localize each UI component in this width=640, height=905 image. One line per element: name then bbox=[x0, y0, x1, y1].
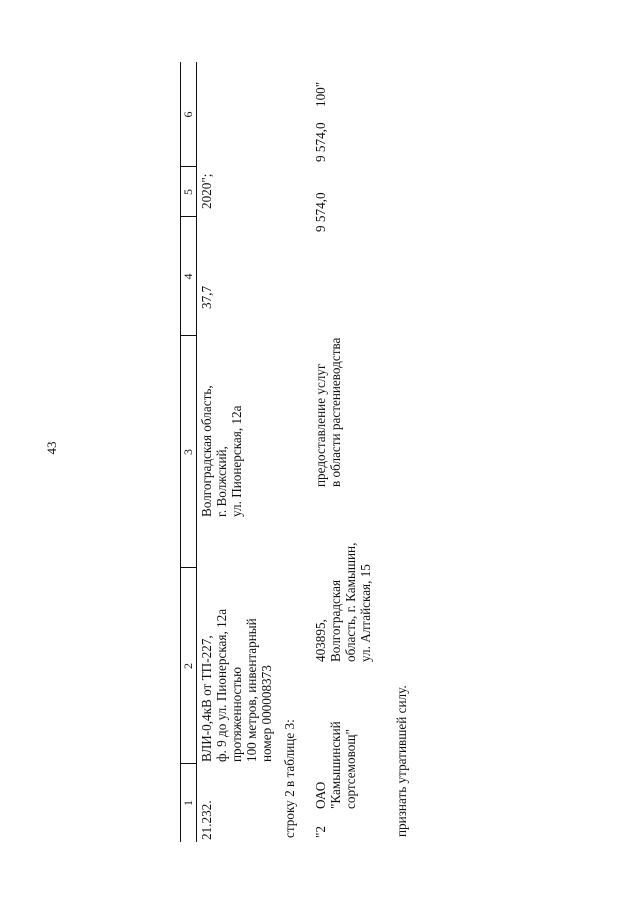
object-year: 2020"; bbox=[199, 173, 214, 209]
rotated-table-page bbox=[170, 62, 470, 842]
header-col-2: 2 bbox=[181, 663, 195, 669]
organization-address-line: 403895, bbox=[313, 619, 328, 662]
activity-line: предоставление услуг bbox=[313, 363, 328, 487]
organization-name-line: "Камышинский bbox=[328, 721, 343, 809]
organization-address-line: ул. Алтайская, 15 bbox=[358, 564, 373, 662]
row-number: "2 bbox=[313, 826, 328, 838]
activity-line: в области растениеводства bbox=[328, 337, 343, 487]
object-name-line: 100 метров, инвентарный bbox=[244, 618, 259, 762]
object-value: 37,7 bbox=[199, 285, 214, 309]
page-number: 43 bbox=[44, 441, 59, 455]
organization-name bbox=[313, 721, 358, 809]
object-name-line: номер 000008373 bbox=[259, 665, 274, 762]
object-name-line: протяженностью bbox=[229, 666, 244, 762]
header-col-4: 4 bbox=[181, 273, 195, 280]
instruction-text: строку 2 в таблице 3: bbox=[282, 719, 297, 838]
organization-name-line: сортсемовощ" bbox=[343, 729, 358, 809]
object-name-line: ф. 9 до ул. Пионерская, 12а bbox=[214, 608, 229, 762]
header-col-1: 1 bbox=[181, 800, 195, 806]
organization-address bbox=[313, 543, 373, 662]
object-address-line: г. Волжский, bbox=[214, 446, 229, 517]
header-col-5: 5 bbox=[181, 189, 195, 195]
row-number: 21.232. bbox=[199, 800, 214, 840]
organization-address-line: область, г. Камышин, bbox=[343, 542, 358, 662]
object-name bbox=[199, 609, 274, 762]
organization-address-line: Волгоградская bbox=[328, 579, 343, 662]
header-bottom-rule bbox=[196, 62, 197, 842]
object-address-line: ул. Пионерская, 12а bbox=[229, 405, 244, 517]
activity bbox=[313, 338, 343, 487]
object-name-line: ВЛИ-0,4кВ от ТП-227, bbox=[199, 635, 214, 762]
value-2: 9 574,0 bbox=[313, 122, 328, 162]
closing-text: признать утратившей силу. bbox=[394, 685, 409, 837]
header-col-6: 6 bbox=[181, 111, 195, 118]
organization-name-line: ОАО bbox=[313, 781, 328, 809]
header-col-3: 3 bbox=[181, 449, 195, 455]
object-address-line: Волгоградская область, bbox=[199, 385, 214, 517]
object-address bbox=[199, 385, 244, 517]
value-3: 100" bbox=[313, 81, 328, 107]
value-1: 9 574,0 bbox=[313, 192, 328, 232]
